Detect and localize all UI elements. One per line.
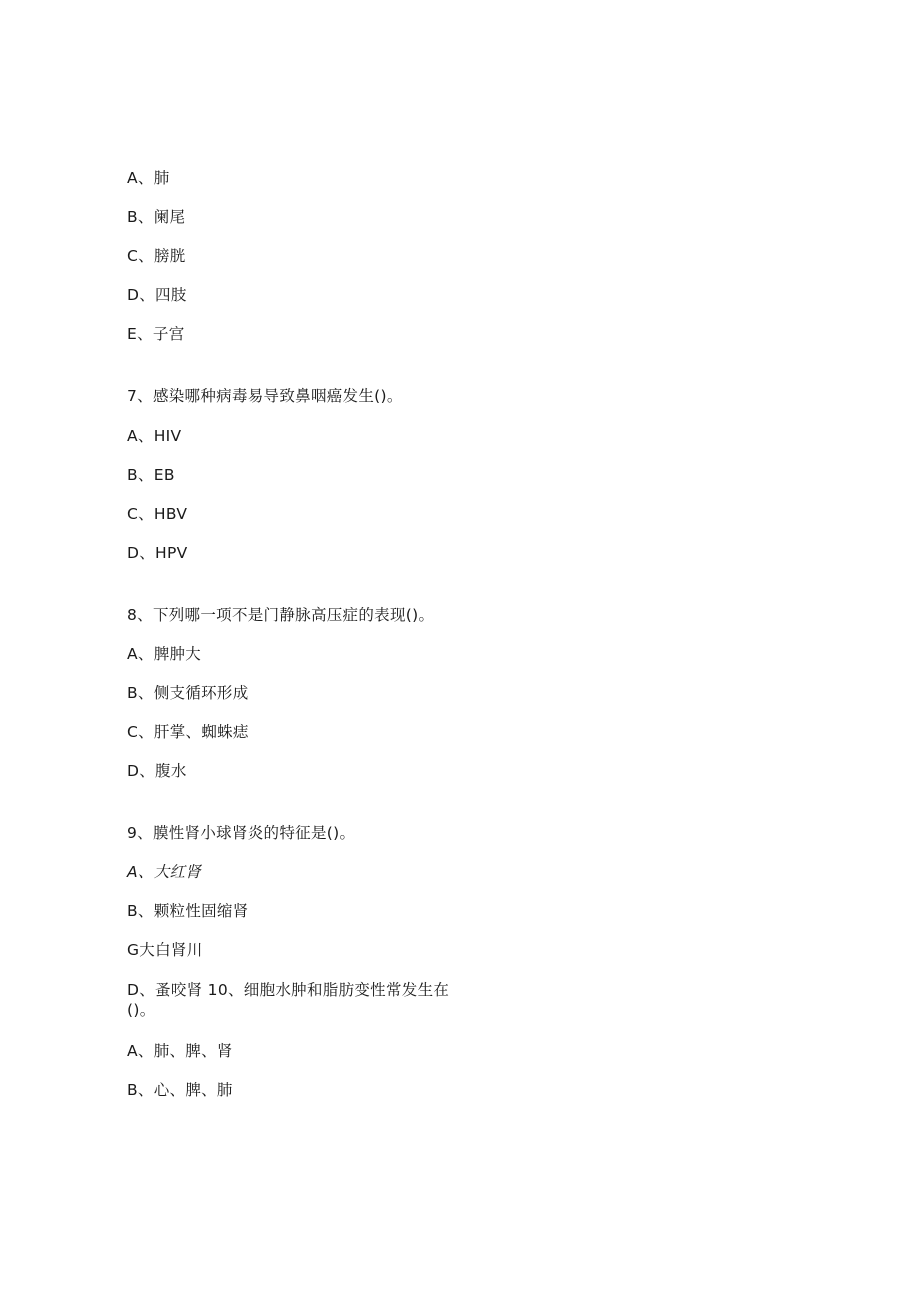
q9-option-b: B、颗粒性固缩肾 (127, 902, 249, 920)
q10-option-b: B、心、脾、肺 (127, 1081, 233, 1099)
q8-option-c: C、肝掌、蜘蛛痣 (127, 723, 249, 741)
q6-option-d: D、四肢 (127, 286, 187, 304)
q8-option-b: B、侧支循环形成 (127, 684, 249, 702)
q10-option-a: A、肺、脾、肾 (127, 1042, 233, 1060)
q6-option-c: C、膀胱 (127, 247, 186, 265)
q9-option-a: A、大红肾 (127, 863, 202, 881)
q9-stem: 9、膜性肾小球肾炎的特征是()。 (127, 824, 356, 842)
q7-option-a: A、HIV (127, 427, 182, 445)
q8-option-d: D、腹水 (127, 762, 187, 780)
q8-stem: 8、下列哪一项不是门静脉高压症的表现()。 (127, 606, 435, 624)
q6-option-e: E、子宫 (127, 325, 185, 343)
q7-option-b: B、EB (127, 466, 175, 484)
q10-stem-continuation: ()。 (127, 1001, 156, 1019)
q6-option-b: B、阑尾 (127, 208, 186, 226)
q9-option-c: G大白肾川 (127, 941, 203, 959)
q9-option-d: D、蚤咬肾 10、细胞水肿和脂肪变性常发生在 (127, 981, 450, 999)
q6-option-a: A、肺 (127, 169, 170, 187)
q7-option-d: D、HPV (127, 544, 188, 562)
q8-option-a: A、脾肿大 (127, 645, 202, 663)
q7-stem: 7、感染哪种病毒易导致鼻咽癌发生()。 (127, 387, 403, 405)
q7-option-c: C、HBV (127, 505, 188, 523)
